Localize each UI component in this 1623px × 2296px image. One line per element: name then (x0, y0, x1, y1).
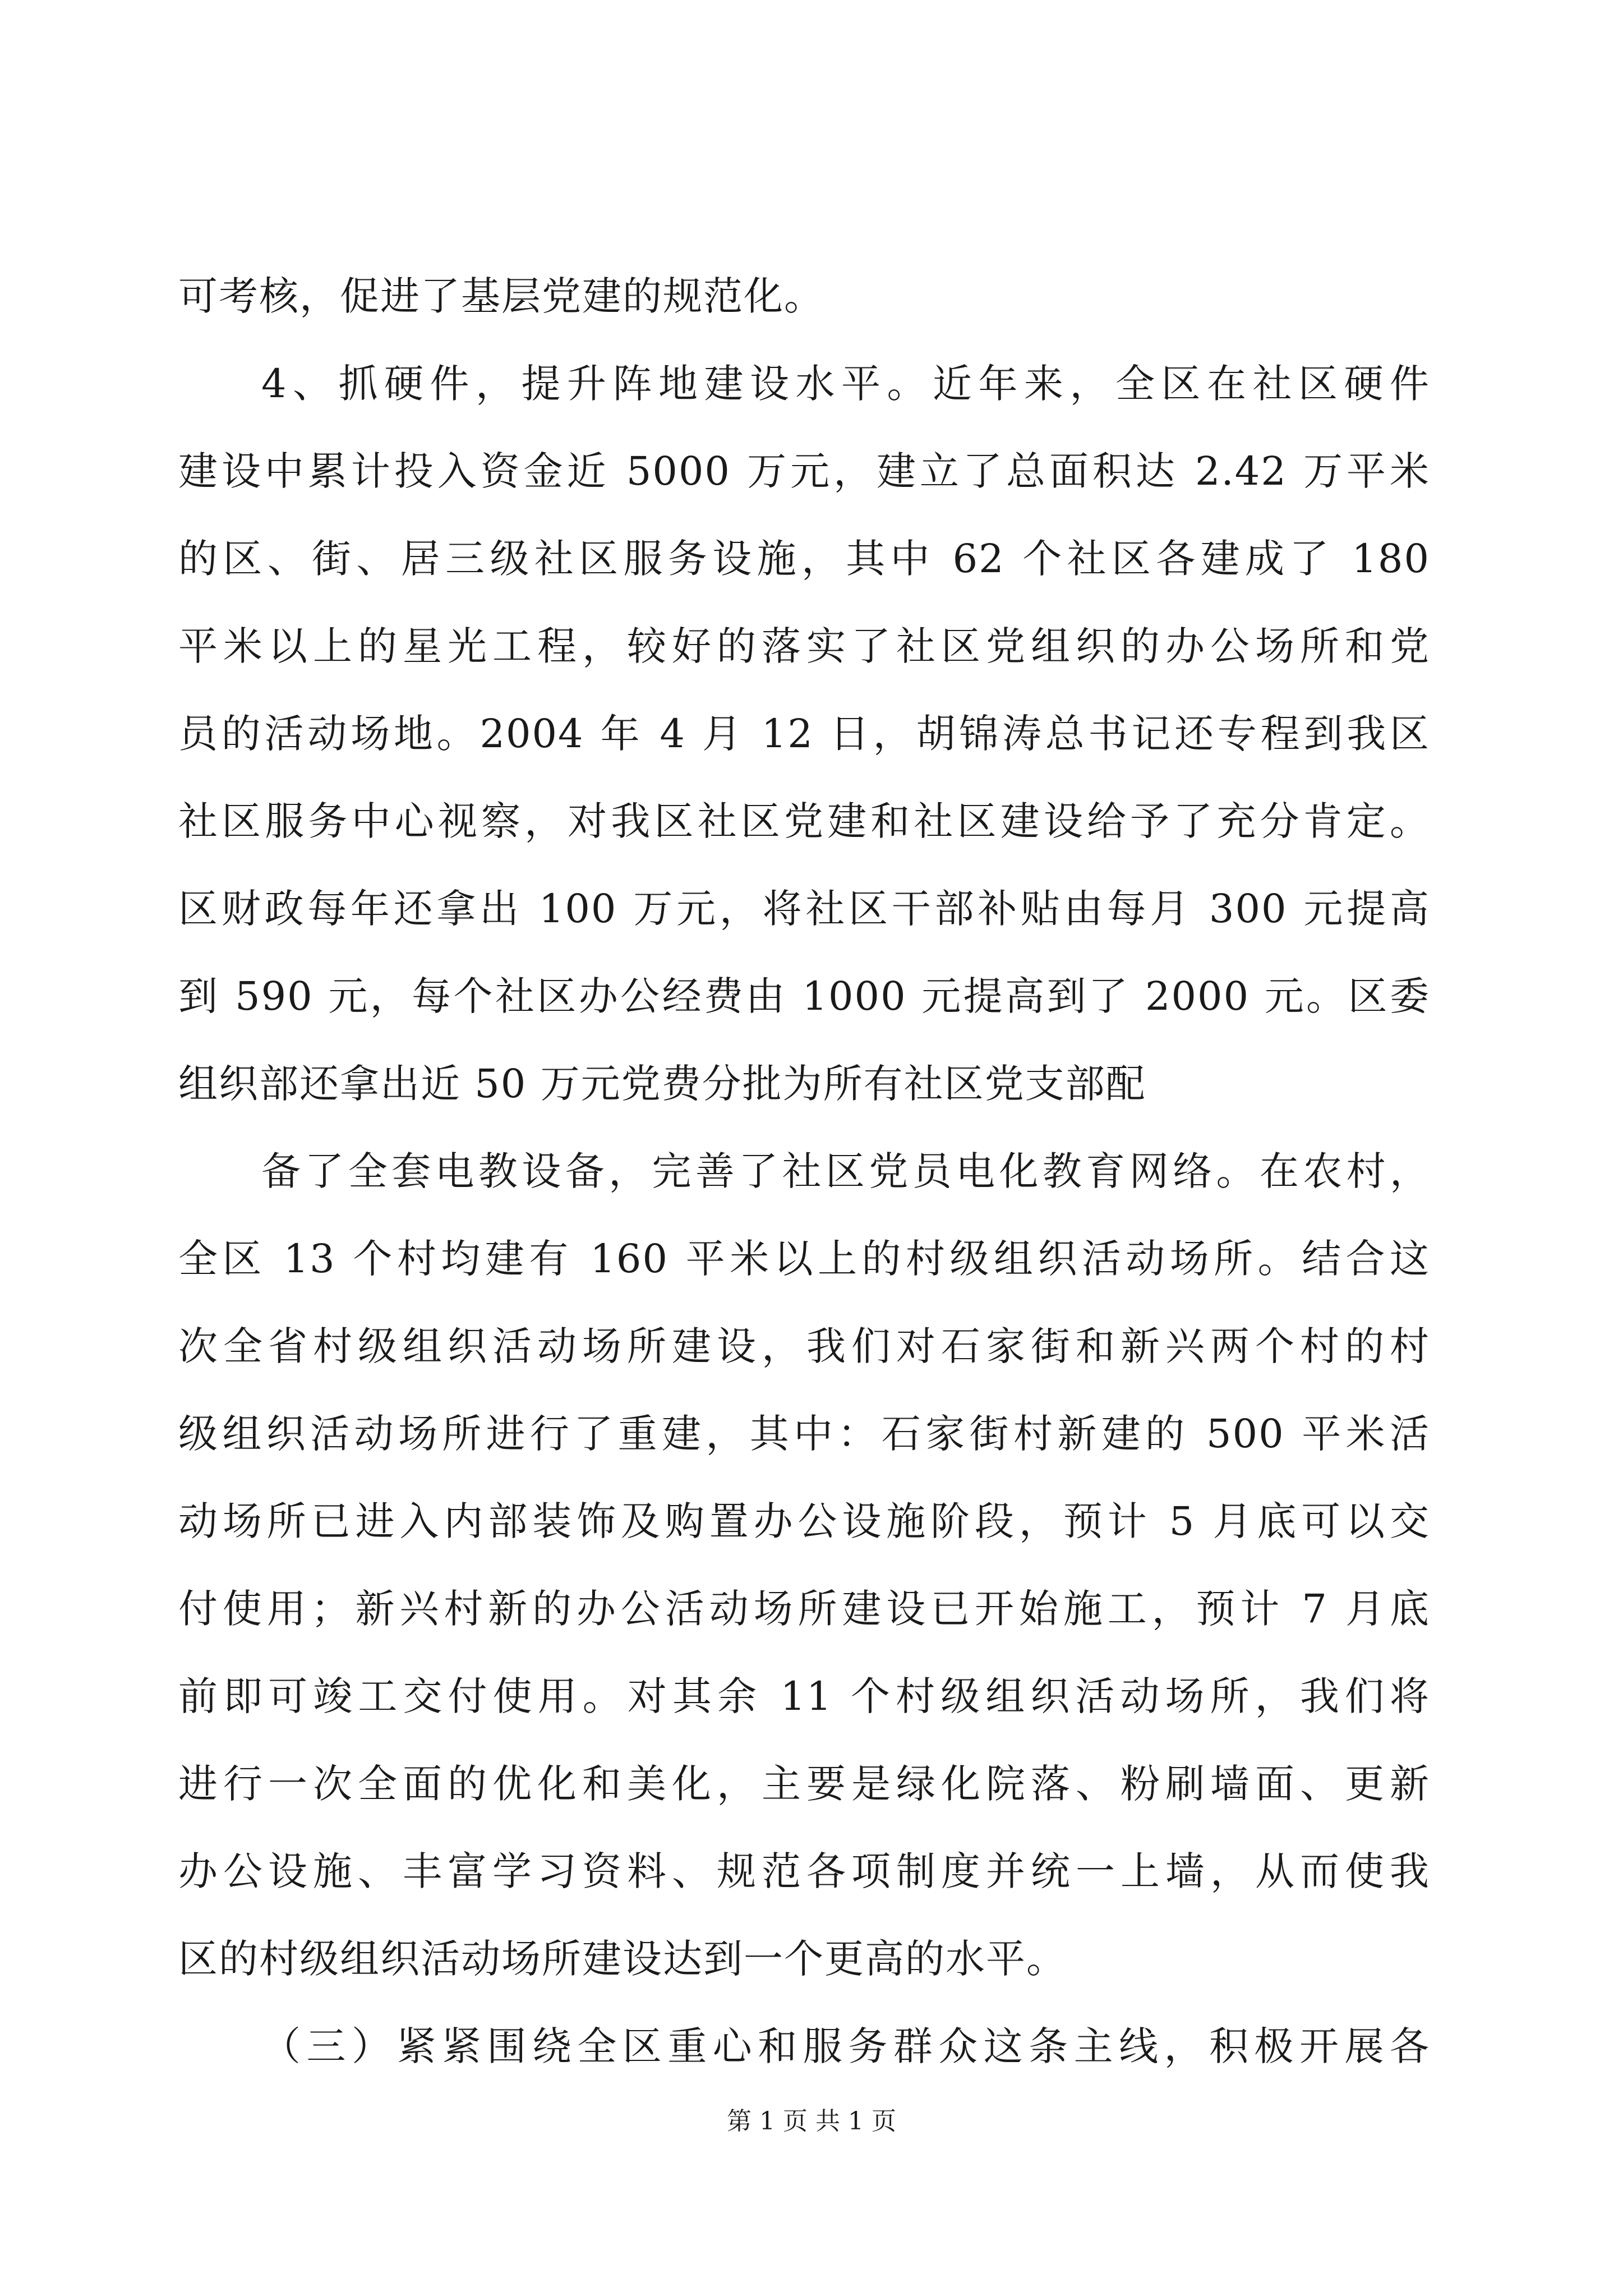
text-line: 级组织活动场所进行了重建，其中：石家街村新建的 500 平米活 (178, 1411, 1430, 1457)
text-line: 建设中累计投入资金近 5000 万元，建立了总面积达 2.42 万平米 (178, 448, 1430, 494)
text-line: 付使用；新兴村新的办公活动场所建设已开始施工，预计 7 月底 (178, 1586, 1430, 1632)
text-line: 前即可竣工交付使用。对其余 11 个村级组织活动场所，我们将 (178, 1673, 1430, 1719)
text-line: 社区服务中心视察，对我区社区党建和社区建设给予了充分肯定。 (178, 798, 1430, 844)
text-line: 全区 13 个村均建有 160 平米以上的村级组织活动场所。结合这 (178, 1236, 1430, 1282)
body-text (178, 252, 1430, 2090)
text-line: （三）紧紧围绕全区重心和服务群众这条主线，积极开展各 (261, 2023, 1430, 2069)
text-line: 员的活动场地。2004 年 4 月 12 日，胡锦涛总书记还专程到我区 (178, 711, 1430, 757)
text-line: 区的村级组织活动场所建设达到一个更高的水平。 (178, 1936, 1067, 1982)
text-line: 平米以上的星光工程，较好的落实了社区党组织的办公场所和党 (178, 623, 1430, 669)
page-footer: 第 1 页 共 1 页 (727, 2107, 896, 2136)
text-line: 区财政每年还拿出 100 万元，将社区干部补贴由每月 300 元提高 (178, 886, 1430, 932)
text-line: 进行一次全面的优化和美化，主要是绿化院落、粉刷墙面、更新 (178, 1761, 1430, 1807)
text-line: 的区、街、居三级社区服务设施，其中 62 个社区各建成了 180 (178, 536, 1430, 582)
text-line: 到 590 元，每个社区办公经费由 1000 元提高到了 2000 元。区委 (178, 973, 1430, 1019)
text-line: 次全省村级组织活动场所建设，我们对石家街和新兴两个村的村 (178, 1323, 1430, 1369)
text-line: 4、抓硬件，提升阵地建设水平。近年来，全区在社区硬件 (261, 361, 1430, 407)
text-line: 组织部还拿出近 50 万元党费分批为所有社区党支部配 (178, 1061, 1146, 1107)
text-line: 办公设施、丰富学习资料、规范各项制度并统一上墙，从而使我 (178, 1848, 1430, 1894)
text-line: 可考核，促进了基层党建的规范化。 (178, 273, 824, 319)
text-line: 动场所已进入内部装饰及购置办公设施阶段，预计 5 月底可以交 (178, 1498, 1430, 1544)
text-line: 备了全套电教设备，完善了社区党员电化教育网络。在农村， (261, 1148, 1430, 1194)
